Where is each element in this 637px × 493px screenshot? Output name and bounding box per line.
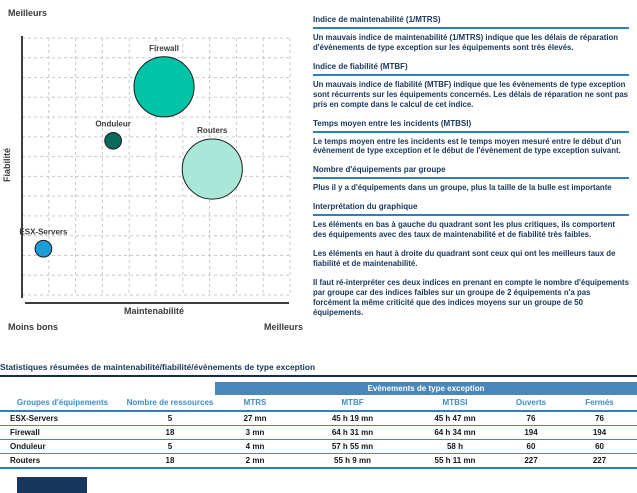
row-value: 3 mn	[215, 426, 295, 440]
section-heading: Interprétation du graphique	[313, 202, 629, 216]
chart-bottom-left-label: Moins bons	[8, 322, 58, 332]
row-value: 76	[500, 411, 562, 426]
table-row	[0, 411, 637, 426]
bubble-esx-servers	[35, 240, 52, 257]
column-header: Groupes d'équipements	[0, 395, 125, 411]
row-label: ESX-Servers	[0, 411, 125, 426]
section-paragraph: Un mauvais indice de fiabilité (MTBF) indique que les évènements de type exception sont récurrents sur les équipements concernés. Les délais de réparation ne sont pas pris en compte dans le calcul de cet indice.	[313, 79, 629, 109]
row-value: 45 h 19 mn	[295, 411, 410, 426]
bubble-chart	[0, 0, 310, 335]
x-axis-label: Maintenabilité	[123, 306, 185, 316]
row-value: 227	[500, 454, 562, 469]
section-paragraph: Un mauvais indice de maintenabilité (1/MTRS) indique que les délais de réparation d'évènements de type exception sur les équipements sont très élevés.	[313, 33, 619, 52]
row-value: 76	[562, 411, 637, 426]
row-value: 18	[125, 426, 215, 440]
row-label: Onduleur	[0, 440, 125, 454]
row-value: 194	[500, 426, 562, 440]
bubble-label: Firewall	[149, 43, 179, 53]
section-heading: Indice de fiabilité (MTBF)	[313, 62, 629, 76]
y-axis-label: Fiabilité	[2, 147, 12, 183]
section-paragraph: Plus il y a d'équipements dans un groupe, plus la taille de la bulle est importante	[313, 183, 612, 193]
info-section	[313, 165, 629, 193]
row-value: 5	[125, 411, 215, 426]
bubble-onduleur	[105, 132, 122, 149]
column-header: MTBSI	[410, 395, 500, 411]
column-header: Nombre de ressources	[125, 395, 215, 411]
row-value: 45 h 47 mn	[410, 411, 500, 426]
row-value: 2 mn	[215, 454, 295, 469]
chart-bottom-right-label: Meilleurs	[263, 322, 303, 332]
column-header-row	[0, 395, 637, 411]
bubble-label: Routers	[197, 126, 228, 136]
row-value: 4 mn	[215, 440, 295, 454]
info-section	[313, 119, 629, 157]
section-paragraph: Il faut ré-interpréter ces deux indices en prenant en compte le nombre d'équipements par groupe car des indices faibles sur un groupe de 2 équipements n'a pas forcément la même criticité que des indices moyens sur un groupe de 50 équipements.	[313, 277, 629, 317]
row-value: 194	[562, 426, 637, 440]
column-header: MTRS	[215, 395, 295, 411]
section-heading: Indice de maintenabilité (1/MTRS)	[313, 15, 629, 29]
bubble-label: ESX-Servers	[19, 227, 68, 237]
cropped-element-fragment	[17, 477, 87, 493]
bubbles-group	[19, 44, 242, 257]
row-label: Routers	[0, 454, 125, 469]
row-value: 55 h 11 mn	[410, 454, 500, 469]
bubble-label: Onduleur	[95, 119, 131, 129]
info-section	[313, 62, 629, 110]
row-value: 60	[562, 440, 637, 454]
column-header: Ouverts	[500, 395, 562, 411]
stats-table-title: Statistiques résumées de maintenabilité/fiabilité/évènements de type exception	[0, 362, 637, 377]
group-header-spacer	[0, 382, 215, 395]
row-value: 55 h 9 mn	[295, 454, 410, 469]
info-section	[313, 202, 629, 317]
section-paragraph: Le temps moyen entre les incidents est le temps moyen mesuré entre le début d'un évènement de type exception et le début de l'évènement de type exception suivant.	[313, 136, 622, 156]
table-body	[0, 411, 637, 468]
group-header-row	[0, 382, 637, 395]
section-heading: Temps moyen entre les incidents (MTBSI)	[313, 119, 629, 133]
section-paragraph: Les éléments en bas à gauche du quadrant sont les plus critiques, ils comportent des équipements avec des taux de maintenabilité et de fiabilité très faibles.	[313, 220, 615, 240]
row-value: 64 h 31 mn	[295, 426, 410, 440]
row-value: 57 h 55 mn	[295, 440, 410, 454]
row-value: 227	[562, 454, 637, 469]
bubble-firewall	[134, 57, 194, 117]
row-value: 18	[125, 454, 215, 469]
section-paragraph: Les éléments en haut à droite du quadrant sont ceux qui ont les meilleurs taux de fiabilité et de maintenabilité.	[313, 249, 616, 268]
row-value: 58 h	[410, 440, 500, 454]
column-header: MTBF	[295, 395, 410, 411]
bubble-routers	[182, 139, 242, 199]
table-group-header: Evènements de type exception	[215, 382, 637, 395]
info-section	[313, 15, 629, 53]
row-value: 64 h 34 mn	[410, 426, 500, 440]
row-value: 5	[125, 440, 215, 454]
column-header: Fermés	[562, 395, 637, 411]
stats-table	[0, 382, 637, 469]
info-sections	[313, 15, 629, 318]
table-row	[0, 440, 637, 454]
row-label: Firewall	[0, 426, 125, 440]
row-value: 27 mn	[215, 411, 295, 426]
table-row	[0, 454, 637, 469]
row-value: 60	[500, 440, 562, 454]
table-row	[0, 426, 637, 440]
section-heading: Nombre d'équipements par groupe	[313, 165, 629, 179]
stats-block	[0, 362, 637, 469]
chart-top-left-label: Meilleurs	[8, 8, 48, 18]
